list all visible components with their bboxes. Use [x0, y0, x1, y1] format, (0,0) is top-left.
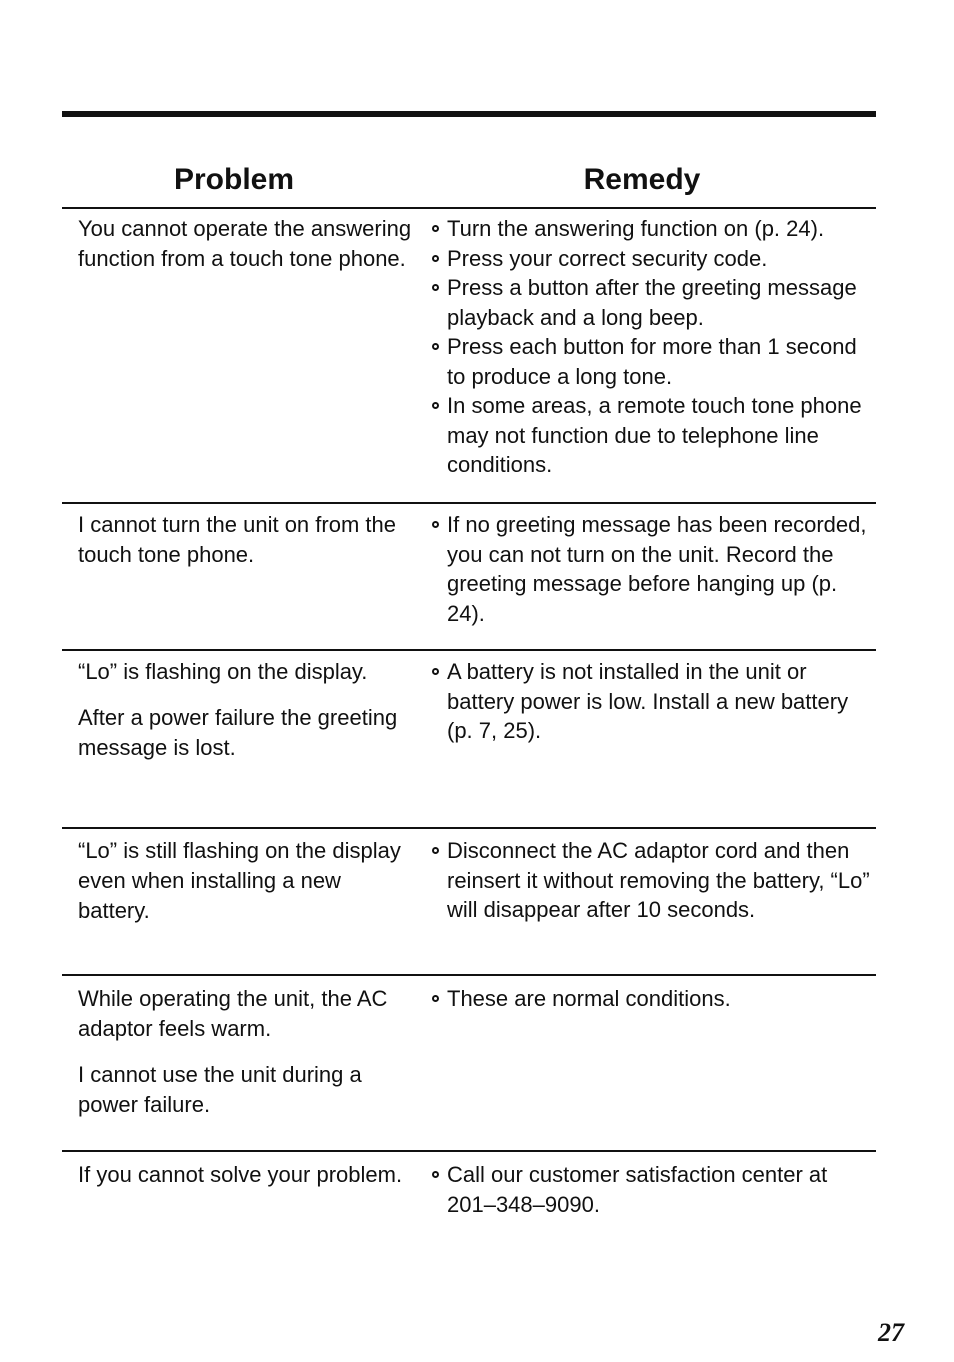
remedy-cell [430, 657, 876, 746]
remedy-item [430, 836, 876, 925]
page-number: 27 [878, 1318, 904, 1347]
bullet-icon [432, 284, 439, 291]
bullet-icon [432, 343, 439, 350]
problem-text: You cannot operate the answering function from a touch tone phone. [78, 216, 412, 271]
problem-cell [78, 214, 418, 290]
remedy-text: Press each button for more than 1 second to produce a long tone. [447, 334, 857, 389]
top-rule [62, 111, 876, 117]
problem-text: I cannot turn the unit on from the touch tone phone. [78, 512, 396, 567]
bullet-icon [432, 402, 439, 409]
remedy-text: Turn the answering function on (p. 24). [447, 216, 825, 241]
remedy-cell [430, 984, 876, 1014]
bullet-icon [432, 847, 439, 854]
remedy-item [430, 391, 876, 480]
remedy-cell [430, 510, 876, 628]
bullet-icon [432, 995, 439, 1002]
remedy-text: Disconnect the AC adaptor cord and then reinsert it without removing the battery, “Lo” will disappear after 10 seconds. [447, 838, 870, 922]
problem-cell [78, 836, 418, 942]
problem-text: I cannot use the unit during a power failure. [78, 1062, 362, 1117]
remedy-item [430, 332, 876, 391]
remedy-text: In some areas, a remote touch tone phone may not function due to telephone line conditions. [447, 393, 862, 477]
row-divider [62, 1150, 876, 1152]
remedy-text: Press your correct security code. [447, 245, 768, 271]
problem-cell [78, 1160, 418, 1206]
row-divider [62, 649, 876, 651]
remedy-text: These are normal conditions. [447, 986, 731, 1011]
problem-text: “Lo” is flashing on the display. [78, 659, 368, 684]
row-divider [62, 827, 876, 829]
remedy-item [430, 1160, 876, 1219]
bullet-icon [432, 1171, 439, 1178]
remedy-item [430, 510, 876, 628]
bullet-icon [432, 225, 439, 232]
bullet-icon [432, 668, 439, 675]
problem-cell [78, 984, 418, 1136]
problem-column-header: Problem [173, 163, 295, 196]
remedy-text: If no greeting message has been recorded, you can not turn on the unit. Record the greeting message before hanging up (p. 24). [447, 512, 867, 626]
remedy-item [430, 244, 876, 274]
row-divider [62, 974, 876, 976]
problem-text: While operating the unit, the AC adaptor feels warm. [78, 986, 388, 1041]
remedy-column-header: Remedy [583, 163, 701, 196]
bullet-icon [432, 521, 439, 528]
problem-text: If you cannot solve your problem. [78, 1162, 403, 1187]
bullet-icon [432, 255, 439, 262]
header-divider [62, 207, 876, 209]
problem-text: “Lo” is still flashing on the display even when installing a new battery. [78, 838, 401, 923]
remedy-cell [430, 214, 876, 480]
remedy-item [430, 214, 876, 244]
problem-text: After a power failure the greeting message is lost. [78, 705, 398, 760]
remedy-cell [430, 836, 876, 925]
problem-cell [78, 510, 418, 586]
remedy-item [430, 273, 876, 332]
problem-cell [78, 657, 418, 779]
remedy-text: A battery is not installed in the unit or battery power is low. Install a new battery (p. 7, 25). [447, 659, 849, 743]
remedy-text: Press a button after the greeting message playback and a long beep. [447, 275, 857, 330]
remedy-item [430, 984, 876, 1014]
remedy-cell [430, 1160, 876, 1219]
remedy-item [430, 657, 876, 746]
row-divider [62, 502, 876, 504]
remedy-text: Call our customer satisfaction center at 201–348–9090. [447, 1162, 828, 1217]
